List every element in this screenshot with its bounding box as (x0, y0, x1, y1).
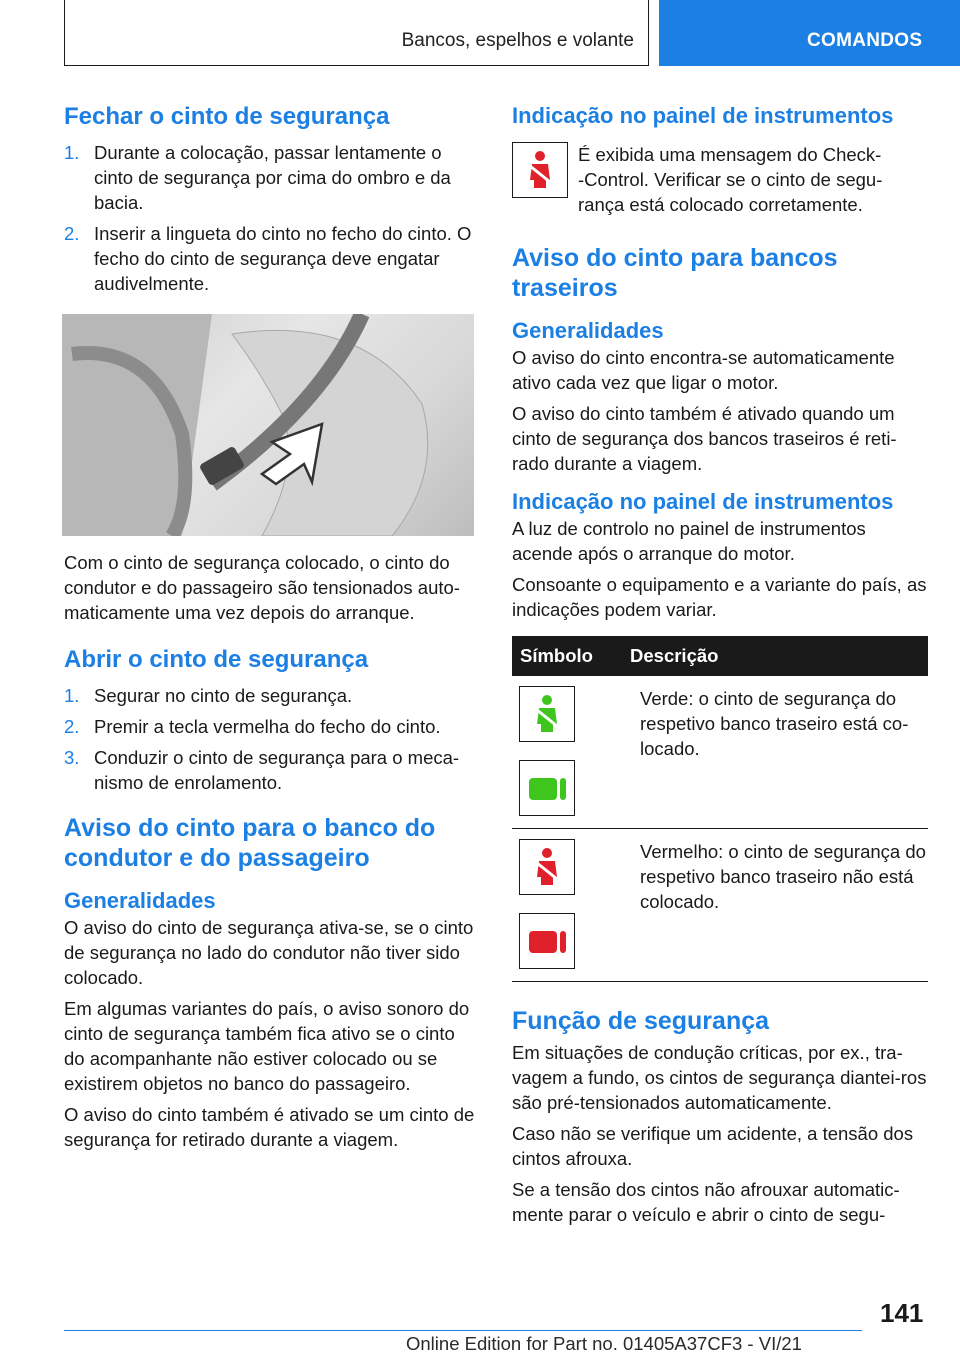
heading-close-belt: Fechar o cinto de segurança (64, 103, 390, 130)
description-red: Vermelho: o cinto de segurança do respetivo banco traseiro não está colocado. (640, 841, 926, 912)
heading-safety-function: Função de segurança (512, 1007, 770, 1035)
heading-indicator-1: Indicação no painel de instrumentos (512, 103, 894, 128)
header-section-box (64, 0, 649, 66)
seatbelt-red-icon (519, 839, 575, 895)
paragraph-safety-1: Em situações de condução críticas, por ex., tra-vagem a fundo, os cintos de segurança diantei-ros são pré-tensionados automaticamente. (512, 1042, 927, 1113)
heading-indicator-2: Indicação no painel de instrumentos (512, 489, 894, 514)
list-item: 2. Premir a tecla vermelha do fecho do cinto. (64, 716, 441, 737)
right-column (512, 102, 928, 1227)
header-chapter-title: COMANDOS (807, 30, 923, 51)
heading-general-right: Generalidades (512, 318, 664, 343)
list-item: 1. Segurar no cinto de segurança. (64, 685, 353, 706)
column-header-description: Descrição (630, 645, 719, 666)
seat-status-green-icon (519, 760, 575, 816)
header-section-title: Bancos, espelhos e volante (401, 30, 634, 51)
heading-rear-warning: Aviso do cinto para bancos traseiros (512, 244, 838, 302)
seatbelt-buckle-photo (62, 314, 474, 536)
table-row (512, 829, 928, 982)
paragraph-safety-3: Se a tensão dos cintos não afrouxar automatic-mente parar o veículo e abrir o cinto de segu- (512, 1179, 900, 1225)
open-steps-list (64, 683, 478, 795)
paragraph-general-3: O aviso do cinto também é ativado se um cinto de segurança for retirado durante a viagem. (64, 1104, 475, 1150)
table-header (512, 636, 928, 676)
list-item: 3. Conduzir o cinto de segurança para o meca-nismo de enrolamento. (64, 747, 460, 793)
footer-divider (64, 1330, 862, 1331)
heading-general-left: Generalidades (64, 888, 216, 913)
seatbelt-green-icon (519, 686, 575, 742)
paragraph-indicator-2a: A luz de controlo no painel de instrumentos acende após o arranque do motor. (512, 518, 866, 564)
symbol-table (512, 636, 928, 982)
paragraph-rear-2: O aviso do cinto também é ativado quando um cinto de segurança dos bancos traseiros é reti-rado durante a viagem. (512, 403, 897, 474)
paragraph-safety-2: Caso não se verifique um acidente, a tensão dos cintos afrouxa. (512, 1123, 914, 1169)
table-row (512, 676, 928, 829)
heading-open-belt: Abrir o cinto de segurança (64, 646, 369, 673)
indicator-row (512, 142, 928, 217)
list-item: 2. Inserir a lingueta do cinto no fecho do cinto. O fecho do cinto de segurança deve engatar audivelmente. (64, 223, 472, 294)
description-green: Verde: o cinto de segurança do respetivo banco traseiro está co-locado. (640, 688, 909, 759)
paragraph-indicator-1: É exibida uma mensagem do Check- -Control. Verificar se o cinto de segu-rança está colocado corretamente. (578, 144, 883, 215)
paragraph-general-2: Em algumas variantes do país, o aviso sonoro do cinto de segurança também fica ativo se o cinto do acompanhante não estiver colocado ou se existirem objetos no banco do passageiro. (64, 998, 470, 1094)
edition-note: Online Edition for Part no. 01405A37CF3 - VI/21 (406, 1333, 802, 1354)
paragraph-indicator-2b: Consoante o equipamento e a variante do país, as indicações podem variar. (512, 574, 927, 620)
paragraph-tension: Com o cinto de segurança colocado, o cinto do condutor e do passageiro são tensionados auto-maticamente uma vez depois do arranque. (64, 552, 460, 623)
paragraph-rear-1: O aviso do cinto encontra-se automaticamente ativo cada vez que ligar o motor. (512, 347, 895, 393)
left-column (64, 102, 478, 1152)
list-item: 1. Durante a colocação, passar lentamente o cinto de segurança por cima do ombro e da bacia. (64, 142, 451, 213)
seatbelt-warning-icon (512, 142, 568, 198)
seat-status-red-icon (519, 913, 575, 969)
header-chapter-box (659, 0, 960, 66)
column-header-symbol: Símbolo (520, 645, 593, 666)
heading-driver-warning: Aviso do cinto para o banco do condutor e do passageiro (64, 814, 436, 872)
page-number: 141 (880, 1298, 924, 1328)
paragraph-general-1: O aviso do cinto de segurança ativa-se, se o cinto de segurança no lado do condutor não tiver sido colocado. (64, 917, 474, 988)
close-steps-list (64, 140, 478, 296)
